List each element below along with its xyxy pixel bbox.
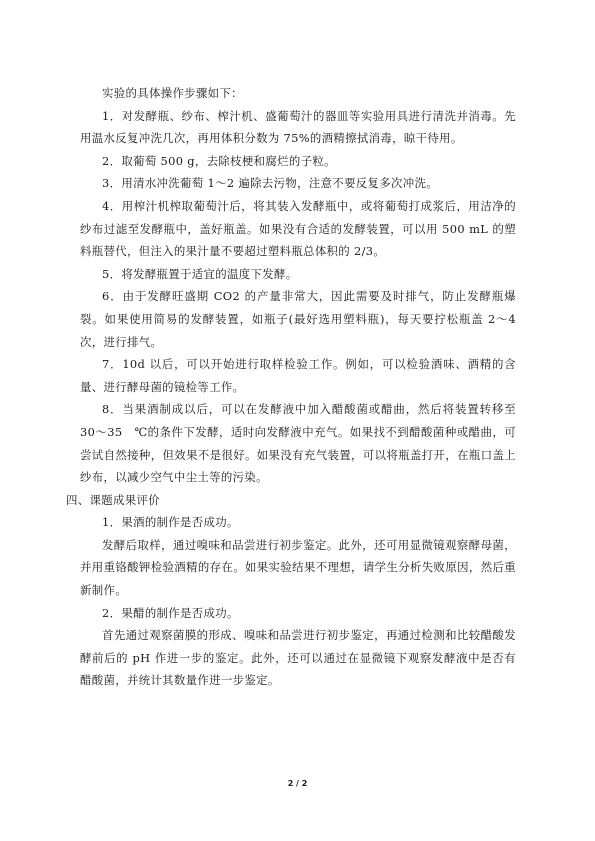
evaluation-2-body: 首先通过观察菌膜的形成、嗅味和品尝进行初步鉴定，再通过检测和比较醋酸发酵前后的 pH 作进一步的鉴定。此外，还可以通过在显微镜下观察发酵液中是否有醋酸菌，并统计其数量作进一步鉴定。	[80, 628, 516, 688]
evaluation-1-body: 发酵后取样，通过嗅味和品尝进行初步鉴定。此外，还可用显微镜观察酵母菌，并用重铬酸钾检验酒精的存在。如果实验结果不理想，请学生分析失败原因，然后重新制作。	[80, 537, 516, 598]
procedure-step-4: 4．用榨汁机榨取葡萄汁后，将其装入发酵瓶中，或将葡萄打成浆后，用洁净的纱布过滤至发酵瓶中，盖好瓶盖。如果没有合适的发酵装置，可以用 500 mL 的塑料瓶替代，但注入的果汁量不要超过塑料瓶总体积的 2/3。	[80, 198, 516, 259]
procedure-step-8: 8．当果酒制成以后，可以在发酵液中加入醋酸菌或醋曲，然后将装置转移至 30～35 ℃的条件下发酵，适时向发酵液中充气。如果找不到醋酸菌种或醋曲，可尝试自然接种，但效果不是很好。如果没有充气装置，可以将瓶盖打开，在瓶口盖上纱布，以减少空气中尘土等的污染。	[80, 402, 516, 485]
procedure-step-5: 5．将发酵瓶置于适宜的温度下发酵。	[102, 266, 298, 281]
procedure-step-3: 3．用清水冲洗葡萄 1～2 遍除去污物，注意不要反复多次冲洗。	[102, 176, 438, 191]
procedure-step-6: 6．由于发酵旺盛期 CO2 的产量非常大，因此需要及时排气，防止发酵瓶爆裂。如果使用简易的发酵装置，如瓶子(最好选用塑料瓶)，每天要拧松瓶盖 2～4 次，进行排气。	[80, 289, 516, 349]
evaluation-2-title: 2．果醋的制作是否成功。	[102, 605, 239, 620]
section-heading-evaluation: 四、课题成果评价	[66, 492, 160, 507]
procedure-step-7: 7．10d 以后，可以开始进行取样检验工作。例如，可以检验酒味、酒精的含量、进行酵母菌的镜检等工作。	[80, 357, 516, 394]
evaluation-1-title: 1．果酒的制作是否成功。	[102, 515, 239, 530]
document-body	[66, 82, 516, 692]
procedure-intro: 实验的具体操作步骤如下：	[102, 86, 243, 100]
procedure-step-1: 1．对发酵瓶、纱布、榨汁机、盛葡萄汁的器皿等实验用具进行清洗并消毒。先用温水反复冲洗几次，再用体积分数为 75%的酒精擦拭消毒，晾干待用。	[80, 108, 516, 146]
page-number: 2 / 2	[287, 779, 308, 788]
procedure-step-2: 2．取葡萄 500 g，去除枝梗和腐烂的子粒。	[102, 153, 336, 168]
